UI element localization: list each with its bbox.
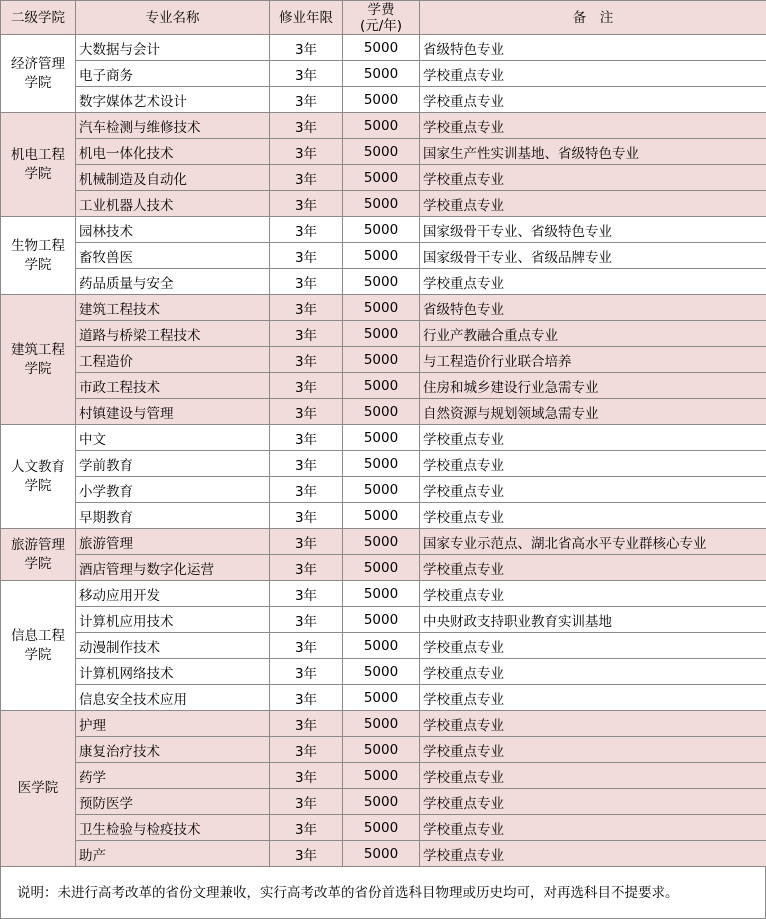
table-row	[1, 841, 766, 867]
table-row	[1, 139, 766, 165]
college-name-line2: 学院	[25, 647, 52, 663]
remark-cell: 与工程造价行业联合培养	[420, 347, 766, 373]
years-cell: 3年	[270, 269, 343, 295]
remark-cell: 中央财政支持职业教育实训基地	[420, 607, 766, 633]
header-years: 修业年限	[270, 1, 343, 35]
table-header-row	[1, 1, 766, 35]
fee-cell: 5000	[343, 451, 420, 477]
major-cell: 早期教育	[76, 503, 270, 529]
college-cell	[1, 295, 76, 425]
remark-cell: 学校重点专业	[420, 503, 766, 529]
fee-cell: 5000	[343, 477, 420, 503]
years-cell: 3年	[270, 581, 343, 607]
fee-cell: 5000	[343, 373, 420, 399]
table-row	[1, 373, 766, 399]
remark-cell: 学校重点专业	[420, 269, 766, 295]
header-major: 专业名称	[76, 1, 270, 35]
remark-cell: 学校重点专业	[420, 685, 766, 711]
remark-cell: 国家级骨干专业、省级特色专业	[420, 217, 766, 243]
fee-cell: 5000	[343, 61, 420, 87]
fee-cell: 5000	[343, 243, 420, 269]
college-name-line2: 学院	[25, 361, 52, 377]
major-cell: 预防医学	[76, 789, 270, 815]
fee-cell: 5000	[343, 139, 420, 165]
years-cell: 3年	[270, 87, 343, 113]
major-cell: 动漫制作技术	[76, 633, 270, 659]
fee-cell: 5000	[343, 633, 420, 659]
remark-cell: 学校重点专业	[420, 451, 766, 477]
major-cell: 大数据与会计	[76, 35, 270, 61]
table-row	[1, 503, 766, 529]
years-cell: 3年	[270, 737, 343, 763]
header-fee-line2: (元/年)	[360, 18, 402, 34]
table-row	[1, 35, 766, 61]
table-row	[1, 451, 766, 477]
years-cell: 3年	[270, 113, 343, 139]
years-cell: 3年	[270, 763, 343, 789]
years-cell: 3年	[270, 139, 343, 165]
major-cell: 工业机器人技术	[76, 191, 270, 217]
college-cell	[1, 217, 76, 295]
fee-cell: 5000	[343, 529, 420, 555]
college-cell	[1, 113, 76, 217]
remark-cell: 学校重点专业	[420, 165, 766, 191]
years-cell: 3年	[270, 373, 343, 399]
table-row	[1, 165, 766, 191]
major-cell: 道路与桥梁工程技术	[76, 321, 270, 347]
fee-cell: 5000	[343, 321, 420, 347]
years-cell: 3年	[270, 165, 343, 191]
fee-cell: 5000	[343, 581, 420, 607]
table-row	[1, 529, 766, 555]
fee-cell: 5000	[343, 35, 420, 61]
major-cell: 机电一体化技术	[76, 139, 270, 165]
remark-cell: 国家生产性实训基地、省级特色专业	[420, 139, 766, 165]
header-remark: 备 注	[420, 1, 766, 35]
remark-cell: 学校重点专业	[420, 789, 766, 815]
years-cell: 3年	[270, 399, 343, 425]
fee-cell: 5000	[343, 347, 420, 373]
remark-cell: 国家专业示范点、湖北省高水平专业群核心专业	[420, 529, 766, 555]
table-row	[1, 113, 766, 139]
fee-cell: 5000	[343, 165, 420, 191]
major-cell: 汽车检测与维修技术	[76, 113, 270, 139]
table-row	[1, 711, 766, 737]
table-row	[1, 789, 766, 815]
remark-cell: 学校重点专业	[420, 815, 766, 841]
major-cell: 旅游管理	[76, 529, 270, 555]
college-name-line1: 人文教育	[11, 459, 65, 475]
major-cell: 电子商务	[76, 61, 270, 87]
major-cell: 数字媒体艺术设计	[76, 87, 270, 113]
fee-cell: 5000	[343, 711, 420, 737]
years-cell: 3年	[270, 529, 343, 555]
fee-cell: 5000	[343, 217, 420, 243]
college-name-line1: 旅游管理	[11, 537, 65, 553]
college-cell	[1, 581, 76, 711]
college-cell	[1, 35, 76, 113]
college-name-line2: 学院	[25, 75, 52, 91]
college-name-line1: 建筑工程	[11, 342, 65, 358]
header-college: 二级学院	[1, 1, 76, 35]
table-body	[1, 35, 766, 867]
major-cell: 建筑工程技术	[76, 295, 270, 321]
fee-cell: 5000	[343, 555, 420, 581]
remark-cell: 学校重点专业	[420, 763, 766, 789]
remark-cell: 学校重点专业	[420, 61, 766, 87]
years-cell: 3年	[270, 841, 343, 867]
remark-cell: 学校重点专业	[420, 711, 766, 737]
remark-cell: 国家级骨干专业、省级品牌专业	[420, 243, 766, 269]
table-row	[1, 607, 766, 633]
remark-cell: 省级特色专业	[420, 35, 766, 61]
years-cell: 3年	[270, 659, 343, 685]
remark-cell: 学校重点专业	[420, 659, 766, 685]
table-row	[1, 815, 766, 841]
remark-cell: 学校重点专业	[420, 555, 766, 581]
table-row	[1, 399, 766, 425]
major-cell: 康复治疗技术	[76, 737, 270, 763]
college-name-line2: 学院	[25, 556, 52, 572]
fee-cell: 5000	[343, 815, 420, 841]
major-cell: 机械制造及自动化	[76, 165, 270, 191]
table-row	[1, 217, 766, 243]
remark-cell: 学校重点专业	[420, 113, 766, 139]
major-cell: 计算机网络技术	[76, 659, 270, 685]
table-row	[1, 659, 766, 685]
years-cell: 3年	[270, 321, 343, 347]
table-row	[1, 555, 766, 581]
college-name-line1: 生物工程	[11, 238, 65, 254]
years-cell: 3年	[270, 425, 343, 451]
fee-cell: 5000	[343, 607, 420, 633]
table-row	[1, 685, 766, 711]
major-cell: 学前教育	[76, 451, 270, 477]
major-cell: 市政工程技术	[76, 373, 270, 399]
years-cell: 3年	[270, 451, 343, 477]
years-cell: 3年	[270, 295, 343, 321]
fee-cell: 5000	[343, 425, 420, 451]
major-cell: 计算机应用技术	[76, 607, 270, 633]
remark-cell: 学校重点专业	[420, 581, 766, 607]
remark-cell: 行业产教融合重点专业	[420, 321, 766, 347]
major-cell: 信息安全技术应用	[76, 685, 270, 711]
years-cell: 3年	[270, 191, 343, 217]
years-cell: 3年	[270, 711, 343, 737]
header-fee-line1: 学费	[368, 2, 395, 18]
fee-cell: 5000	[343, 763, 420, 789]
college-name-line2: 学院	[25, 257, 52, 273]
years-cell: 3年	[270, 555, 343, 581]
college-name-line1: 机电工程	[11, 147, 65, 163]
table-row	[1, 243, 766, 269]
header-fee	[343, 1, 420, 35]
table-row	[1, 269, 766, 295]
major-cell: 护理	[76, 711, 270, 737]
major-cell: 村镇建设与管理	[76, 399, 270, 425]
table-row	[1, 633, 766, 659]
table-row	[1, 321, 766, 347]
table-row	[1, 763, 766, 789]
major-cell: 园林技术	[76, 217, 270, 243]
remark-cell: 学校重点专业	[420, 425, 766, 451]
remark-cell: 学校重点专业	[420, 633, 766, 659]
fee-cell: 5000	[343, 685, 420, 711]
years-cell: 3年	[270, 347, 343, 373]
college-name-line1: 经济管理	[11, 56, 65, 72]
table-row	[1, 295, 766, 321]
major-cell: 移动应用开发	[76, 581, 270, 607]
college-cell	[1, 425, 76, 529]
remark-cell: 学校重点专业	[420, 737, 766, 763]
remark-cell: 学校重点专业	[420, 841, 766, 867]
table-row	[1, 477, 766, 503]
major-cell: 工程造价	[76, 347, 270, 373]
years-cell: 3年	[270, 477, 343, 503]
footnote: 说明：未进行高考改革的省份文理兼收，实行高考改革的省份首选科目物理或历史均可，对再选科目不提要求。	[0, 867, 766, 919]
college-name-line2: 学院	[25, 478, 52, 494]
table-row	[1, 61, 766, 87]
fee-cell: 5000	[343, 841, 420, 867]
remark-cell: 省级特色专业	[420, 295, 766, 321]
fee-cell: 5000	[343, 503, 420, 529]
fee-cell: 5000	[343, 295, 420, 321]
table-row	[1, 581, 766, 607]
remark-cell: 住房和城乡建设行业急需专业	[420, 373, 766, 399]
fee-cell: 5000	[343, 659, 420, 685]
college-name-line1: 信息工程	[11, 628, 65, 644]
college-cell	[1, 529, 76, 581]
years-cell: 3年	[270, 607, 343, 633]
table-row	[1, 425, 766, 451]
fee-cell: 5000	[343, 269, 420, 295]
years-cell: 3年	[270, 217, 343, 243]
years-cell: 3年	[270, 503, 343, 529]
fee-cell: 5000	[343, 113, 420, 139]
fee-cell: 5000	[343, 789, 420, 815]
years-cell: 3年	[270, 789, 343, 815]
years-cell: 3年	[270, 685, 343, 711]
remark-cell: 学校重点专业	[420, 191, 766, 217]
major-cell: 卫生检验与检疫技术	[76, 815, 270, 841]
years-cell: 3年	[270, 815, 343, 841]
college-cell	[1, 711, 76, 867]
major-cell: 药品质量与安全	[76, 269, 270, 295]
years-cell: 3年	[270, 35, 343, 61]
major-cell: 中文	[76, 425, 270, 451]
fee-cell: 5000	[343, 191, 420, 217]
major-cell: 药学	[76, 763, 270, 789]
fee-cell: 5000	[343, 737, 420, 763]
major-cell: 酒店管理与数字化运营	[76, 555, 270, 581]
table-row	[1, 191, 766, 217]
years-cell: 3年	[270, 633, 343, 659]
fee-cell: 5000	[343, 87, 420, 113]
college-name-line2: 学院	[25, 166, 52, 182]
years-cell: 3年	[270, 243, 343, 269]
table-row	[1, 87, 766, 113]
years-cell: 3年	[270, 61, 343, 87]
college-name-line1: 医学院	[18, 780, 59, 796]
remark-cell: 学校重点专业	[420, 87, 766, 113]
table-row	[1, 347, 766, 373]
remark-cell: 自然资源与规划领域急需专业	[420, 399, 766, 425]
major-cell: 小学教育	[76, 477, 270, 503]
fee-cell: 5000	[343, 399, 420, 425]
remark-cell: 学校重点专业	[420, 477, 766, 503]
major-cell: 畜牧兽医	[76, 243, 270, 269]
major-cell: 助产	[76, 841, 270, 867]
table-row	[1, 737, 766, 763]
